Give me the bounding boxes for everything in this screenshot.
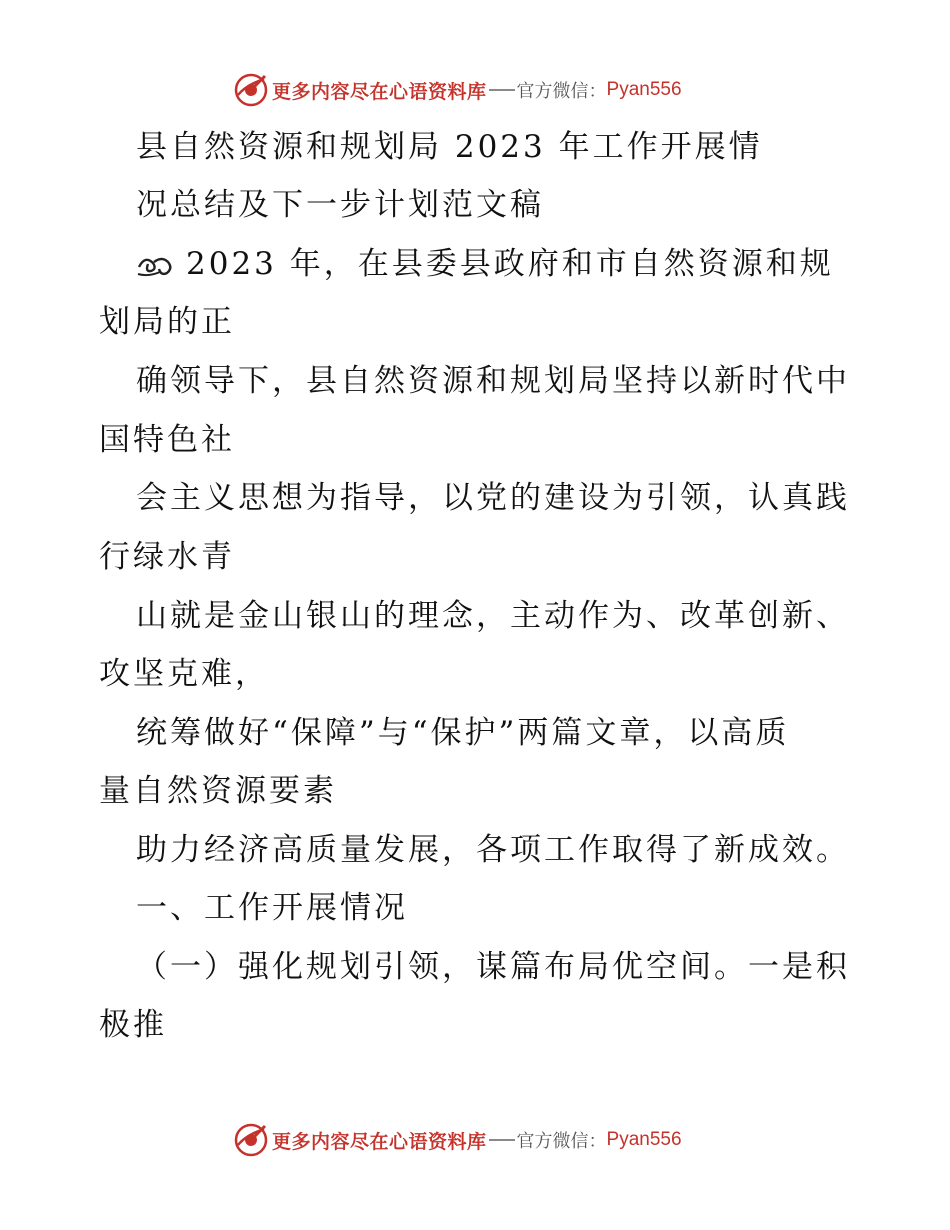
banner-wechat-id: Pyan556	[606, 1129, 682, 1150]
paragraph-line: 攻坚克难，	[99, 656, 269, 692]
document-title-line-2: 况总结及下一步计划范文稿	[136, 187, 544, 223]
header-banner	[234, 73, 682, 107]
paragraph-line: 统筹做好“保障”与“保护”两篇文章，以高质	[136, 715, 790, 751]
paragraph-line: 量自然资源要素	[99, 773, 337, 809]
banner-text: 更多内容尽在心语资料库	[272, 80, 487, 103]
paragraph-line	[136, 244, 834, 284]
banner-label: 官方微信：	[516, 1131, 607, 1152]
banner-divider	[489, 89, 515, 91]
document-title-line-1: 县自然资源和规划局 2023 年工作开展情	[136, 129, 763, 165]
paragraph-line: 会主义思想为指导，以党的建设为引领，认真践	[136, 480, 850, 516]
pen-logo-icon	[234, 73, 268, 107]
paragraph-line: 助力经济高质量发展，各项工作取得了新成效。	[136, 832, 850, 868]
pen-logo-icon	[234, 1123, 268, 1157]
paragraph-line: （一）强化规划引领，谋篇布局优空间。一是积	[136, 949, 850, 985]
banner-divider	[489, 1139, 515, 1141]
banner-wechat-id: Pyan556	[606, 79, 682, 100]
paragraph-line: 山就是金山银山的理念，主动作为、改革创新、	[136, 598, 850, 634]
footer-banner	[234, 1123, 682, 1157]
banner-text: 更多内容尽在心语资料库	[272, 1130, 487, 1153]
paragraph-line: 行绿水青	[99, 539, 235, 575]
paragraph-text: 2023 年，在县委县政府和市自然资源和规	[186, 246, 834, 282]
section-heading: 一、工作开展情况	[136, 890, 408, 926]
paragraph-line: 确领导下，县自然资源和规划局坚持以新时代中	[136, 363, 850, 399]
banner-label: 官方微信：	[516, 81, 607, 102]
paragraph-line: 划局的正	[99, 304, 235, 340]
paragraph-line: 国特色社	[99, 422, 235, 458]
ornament-icon	[136, 253, 176, 279]
paragraph-line: 极推	[99, 1007, 167, 1043]
